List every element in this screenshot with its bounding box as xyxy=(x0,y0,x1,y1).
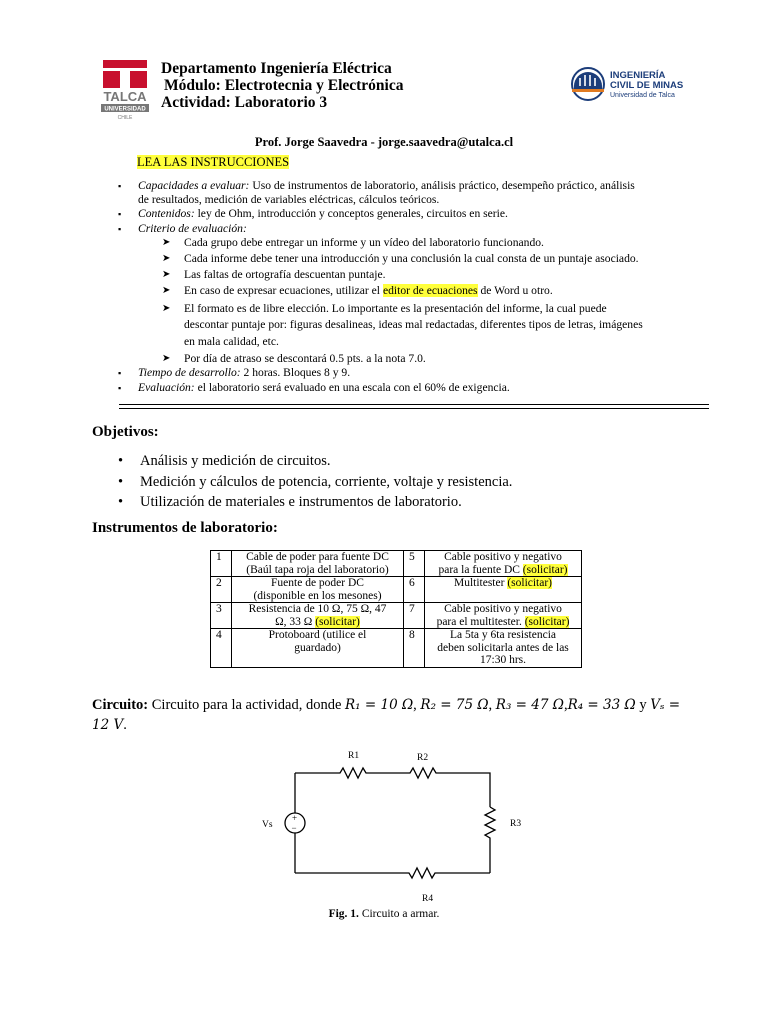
vs-label: Vs xyxy=(262,820,273,830)
list-item: ➤ En caso de expresar ecuaciones, utilizar el editor de ecuaciones de Word u otro. xyxy=(162,284,553,298)
table-row: 4 Protoboard (utilice el guardado) 8 La 5ta y 6ta resistencia deben solicitarla antes de las 17:30 hrs. xyxy=(211,629,582,668)
figure-caption: Fig. 1. Circuito a armar. xyxy=(328,908,440,920)
svg-text:CIVIL DE MINAS: CIVIL DE MINAS xyxy=(610,80,684,91)
r2-label: R2 xyxy=(417,753,429,763)
r3-label: R3 xyxy=(510,819,522,829)
circuit-description: Circuito: Circuito para la actividad, donde R₁ = 10 Ω, R₂ = 75 Ω, R₃ = 47 Ω,R₄ = 33 Ω y Vₛ = 12 V. xyxy=(92,697,681,733)
plus-sign: + xyxy=(292,813,298,823)
divider-line xyxy=(119,404,709,405)
list-item: ➤ Por día de atraso se descontará 0.5 pts. a la nota 7.0. xyxy=(162,352,426,366)
list-item: • Análisis y medición de circuitos. xyxy=(118,453,331,469)
list-item: ➤ Cada grupo debe entregar un informe y un vídeo del laboratorio funcionando. xyxy=(162,235,544,249)
svg-text:UNIVERSIDAD: UNIVERSIDAD xyxy=(104,106,146,113)
list-item: ▪ Contenidos: ley de Ohm, introducción y conceptos generales, circuitos en serie. xyxy=(118,207,508,221)
criteria-list xyxy=(118,236,718,367)
list-item: ➤ Cada informe debe tener una introducción y una conclusión la cual consta de un puntaje asociado. xyxy=(162,252,639,266)
minus-sign: − xyxy=(291,823,297,833)
svg-text:TALCA: TALCA xyxy=(103,89,147,104)
evaluation-bullets xyxy=(118,179,718,395)
header-titles xyxy=(161,60,403,111)
list-item: ▪ Evaluación: el laboratorio será evaluado en una escala con el 60% de exigencia. xyxy=(118,380,510,394)
instrumentos-heading: Instrumentos de laboratorio: xyxy=(92,520,278,536)
list-item: ➤ Las faltas de ortografía descuentan puntaje. xyxy=(162,268,386,282)
universidad-de-talca-logo xyxy=(98,58,152,122)
list-item: ➤ El formato es de libre elección. Lo importante es la presentación del informe, la cual puede descontar puntaje por: figuras desalineas, ideas mal redactadas, diferentes tipos de letras, imágenes en mala calidad, etc. xyxy=(162,301,643,348)
table-row: 3 Resistencia de 10 Ω, 75 Ω, 47 Ω, 33 Ω (solicitar) 7 Cable positivo y negativo para el multitester. (solicitar) xyxy=(211,603,582,629)
list-item: • Medición y cálculos de potencia, corriente, voltaje y resistencia. xyxy=(118,473,513,490)
r4-label: R4 xyxy=(422,894,434,904)
r1-label: R1 xyxy=(348,751,360,761)
department-title: Departamento Ingeniería Eléctrica xyxy=(161,60,392,77)
table-row: 2 Fuente de poder DC (disponible en los mesones) 6 Multitester (solicitar) xyxy=(211,577,582,603)
list-item: • Utilización de materiales e instrumentos de laboratorio. xyxy=(118,494,462,510)
objetivos-list xyxy=(118,451,512,513)
svg-text:CHILE: CHILE xyxy=(117,115,133,121)
objetivos-heading: Objetivos: xyxy=(92,424,159,440)
divider-line xyxy=(119,408,709,409)
list-item: ▪ Capacidades a evaluar: Uso de instrumentos de laboratorio, análisis práctico, desempeño práctico, análisis de resultados, medición de variables eléctricas, cálculos teóricos. xyxy=(118,179,635,207)
list-item: ▪ Tiempo de desarrollo: 2 horas. Bloques 8 y 9. xyxy=(118,366,351,380)
module-title: Módulo: Electrotecnia y Electrónica xyxy=(164,77,404,94)
professor-line: Prof. Jorge Saavedra - jorge.saavedra@utalca.cl xyxy=(254,135,514,149)
svg-text:Universidad de Talca: Universidad de Talca xyxy=(610,92,675,99)
instruments-table xyxy=(210,550,582,668)
ingenieria-civil-de-minas-logo xyxy=(570,66,700,102)
svg-text:INGENIERÍA: INGENIERÍA xyxy=(610,70,666,81)
list-item: ▪ Criterio de evaluación: xyxy=(118,221,247,235)
activity-title: Actividad: Laboratorio 3 xyxy=(161,94,328,111)
circuit-diagram xyxy=(250,745,530,905)
instructions-heading: LEA LAS INSTRUCCIONES xyxy=(137,155,290,169)
table-row: 1 Cable de poder para fuente DC (Baúl tapa roja del laboratorio) 5 Cable positivo y negativo para la fuente DC (solicitar) xyxy=(211,551,582,577)
